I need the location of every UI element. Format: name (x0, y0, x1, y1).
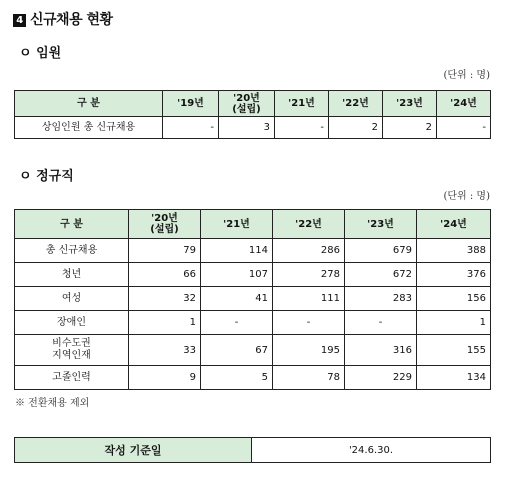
executive-unit: (단위 : 명) (443, 70, 490, 81)
row-label: 상임인원 총 신규채용 (15, 117, 163, 139)
section-title: 신규채용 현황 (30, 12, 113, 28)
cell-value: 278 (273, 263, 345, 287)
row-label: 고졸인력 (15, 366, 129, 390)
cell-value: 66 (129, 263, 201, 287)
cell-value: 67 (201, 335, 273, 366)
col-header-2020: '20년 (설립) (219, 91, 275, 117)
table-row (15, 287, 491, 311)
section-heading (13, 9, 113, 29)
cell-value: - (437, 117, 491, 139)
row-label: 장애인 (15, 311, 129, 335)
col-header-2020: '20년 (설립) (129, 210, 201, 239)
regular-header-row (15, 210, 491, 239)
col-header-category: 구 분 (15, 91, 163, 117)
basis-date-label: 작성 기준일 (15, 438, 252, 463)
cell-value: 79 (129, 239, 201, 263)
row-label: 비수도권 지역인재 (15, 335, 129, 366)
basis-date-table (14, 437, 491, 463)
cell-value: 156 (417, 287, 491, 311)
executive-header-row (15, 91, 491, 117)
cell-value: 195 (273, 335, 345, 366)
cell-value: - (345, 311, 417, 335)
cell-value: 155 (417, 335, 491, 366)
cell-value: - (163, 117, 219, 139)
row-label: 총 신규채용 (15, 239, 129, 263)
cell-value: 107 (201, 263, 273, 287)
cell-value: 41 (201, 287, 273, 311)
cell-value: - (275, 117, 329, 139)
cell-value: 1 (129, 311, 201, 335)
table-row (15, 263, 491, 287)
footnote: ※ 전환채용 제외 (15, 398, 90, 409)
cell-value: - (201, 311, 273, 335)
table-row (15, 366, 491, 390)
cell-value: 316 (345, 335, 417, 366)
regular-subtitle: ㅇ 정규직 (19, 169, 74, 184)
table-row (15, 311, 491, 335)
cell-value: 2 (329, 117, 383, 139)
table-row (15, 239, 491, 263)
cell-value: 672 (345, 263, 417, 287)
col-header-2022: '22년 (329, 91, 383, 117)
regular-table (14, 209, 491, 390)
col-header-2024: '24년 (437, 91, 491, 117)
cell-value: 78 (273, 366, 345, 390)
cell-value: 1 (417, 311, 491, 335)
cell-value: 134 (417, 366, 491, 390)
cell-value: 114 (201, 239, 273, 263)
col-header-2023: '23년 (345, 210, 417, 239)
row-label: 청년 (15, 263, 129, 287)
cell-value: 388 (417, 239, 491, 263)
row-label: 여성 (15, 287, 129, 311)
col-header-2024: '24년 (417, 210, 491, 239)
table-row (15, 117, 491, 139)
executive-subtitle: ㅇ 임원 (19, 46, 62, 61)
cell-value: 32 (129, 287, 201, 311)
col-header-2023: '23년 (383, 91, 437, 117)
col-header-category: 구 분 (15, 210, 129, 239)
cell-value: 283 (345, 287, 417, 311)
table-row (15, 335, 491, 366)
col-header-2022: '22년 (273, 210, 345, 239)
cell-value: 229 (345, 366, 417, 390)
cell-value: 33 (129, 335, 201, 366)
cell-value: - (273, 311, 345, 335)
cell-value: 9 (129, 366, 201, 390)
col-header-2021: '21년 (275, 91, 329, 117)
basis-date-value: '24.6.30. (252, 438, 491, 463)
regular-unit: (단위 : 명) (443, 191, 490, 202)
cell-value: 679 (345, 239, 417, 263)
cell-value: 3 (219, 117, 275, 139)
cell-value: 111 (273, 287, 345, 311)
col-header-2021: '21년 (201, 210, 273, 239)
basis-date-row (15, 438, 491, 463)
cell-value: 2 (383, 117, 437, 139)
cell-value: 5 (201, 366, 273, 390)
cell-value: 376 (417, 263, 491, 287)
col-header-2019: '19년 (163, 91, 219, 117)
executive-table (14, 90, 491, 139)
section-number-badge: 4 (13, 14, 26, 27)
cell-value: 286 (273, 239, 345, 263)
